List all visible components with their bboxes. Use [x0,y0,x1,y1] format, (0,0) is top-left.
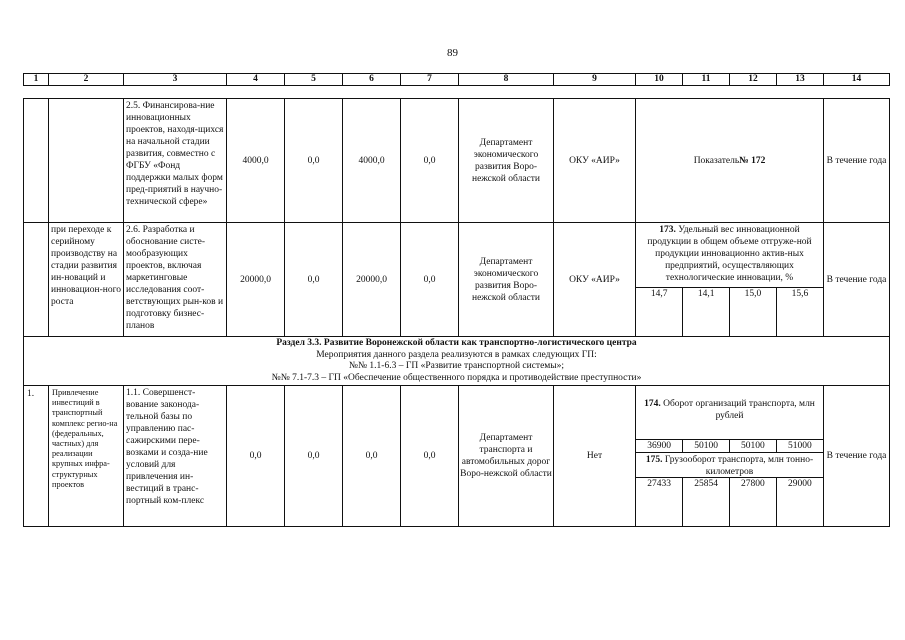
indicator-value: 27433 [636,478,683,527]
indicator-reference [636,99,824,223]
section-line: №№ 7.1-7.3 – ГП «Обеспечение общественного порядка и противодействие преступности» [271,372,642,383]
organization-cell: Нет [554,386,636,527]
amount-other: 0,0 [401,386,459,527]
indicator-title [636,386,823,439]
indicator-value: 27800 [730,478,777,527]
organization-cell: ОКУ «АИР» [554,99,636,223]
amount-total: 20000,0 [227,223,285,337]
indicator-value: 14,1 [683,288,730,337]
indicator-text: Удельный вес инновационной продукции в общем объеме отгруже-ной продукции инновационно актив-ных предприятий, осуществляющих технологические инновации, % [647,225,812,283]
table-row [24,386,890,527]
period-cell: В течение года [824,99,890,223]
section-cell [24,337,890,386]
period-cell: В течение года [824,386,890,527]
column-header: 11 [683,74,730,86]
column-header: 6 [343,74,401,86]
amount-other: 0,0 [401,99,459,223]
indicator-cell [636,386,824,527]
indicator-value: 14,7 [636,288,683,337]
amount-other: 0,0 [401,223,459,337]
section-line: №№ 1.1-6.3 – ГП «Развитие транспортной системы»; [348,361,565,371]
amount-federal: 0,0 [285,99,343,223]
task-cell: 2.5. Финансирова-ние инновационных проектов, находя-щихся на начальной стадии развития, совместно с ФГБУ «Фонд поддержки малых форм пред-приятий в научно-технической сфере» [124,99,227,223]
indicator-number: 175. [645,455,663,465]
section-row [24,337,890,386]
amount-regional: 0,0 [343,386,401,527]
task-cell: 1.1. Совершенст-вование законода-тельной базы по управлению пас-сажирскими пере-возками и созда-ние условий для привлечения ин-вестиций в транс-портный ком-плекс [124,386,227,527]
indicator-value: 36900 [636,440,683,453]
amount-federal: 0,0 [285,223,343,337]
indicator-number: 174. [644,399,661,409]
row-number-cell [24,99,49,223]
amount-federal: 0,0 [285,386,343,527]
column-header-table [23,73,890,86]
department-cell: Департамент экономического развития Воро-нежской области [459,223,554,337]
column-header: 13 [777,74,824,86]
stage-cell: Привлечение инвестиций в транспортный комплекс регио-на (федеральных, частных) для реализации крупных инфра-структурных проектов [49,386,124,527]
stage-cell [49,99,124,223]
column-header: 10 [636,74,683,86]
indicator-values [636,287,823,336]
indicator-title [636,223,823,287]
amount-regional: 4000,0 [343,99,401,223]
indicator-title [636,452,823,477]
column-header: 5 [285,74,343,86]
period-cell: В течение года [824,223,890,337]
column-header: 7 [401,74,459,86]
column-header: 2 [49,74,124,86]
row-number-cell [24,223,49,337]
page-number: 89 [447,47,458,59]
indicator-value: 51000 [776,440,823,453]
indicator-value: 50100 [730,440,777,453]
column-header: 14 [824,74,890,86]
indicator-cell [636,223,824,337]
column-header: 12 [730,74,777,86]
indicator-value: 15,0 [730,288,777,337]
column-header: 4 [227,74,285,86]
indicator-number: 173. [659,225,676,235]
task-cell: 2.6. Разработка и обоснование систе-мообразующих проектов, включая маркетинговые исследования соот-ветствующих рын-ков и подготовку бизнес-планов [124,223,227,337]
row-number-cell: 1. [24,386,49,527]
column-header: 1 [24,74,49,86]
table-row [24,223,890,337]
column-header: 9 [554,74,636,86]
indicator-text: Оборот организаций транспорта, млн рублей [660,399,815,421]
section-line: Мероприятия данного раздела реализуются в рамках следующих ГП: [316,349,597,360]
stage-cell: при переходе к серийному производству на стадии развития ин-новаций и инновацион-ного роста [49,223,124,337]
amount-total: 4000,0 [227,99,285,223]
indicator-value: 50100 [683,440,730,453]
department-cell: Департамент транспорта и автомобильных дорог Воро-нежской области [459,386,554,527]
indicator-text: Грузооборот транспорта, млн тонно-километров [662,455,814,477]
table-row [24,99,890,223]
indicator-number: № 172 [739,155,766,166]
indicator-prefix: Показатель [693,155,740,166]
organization-cell: ОКУ «АИР» [554,223,636,337]
indicator-value: 15,6 [776,288,823,337]
indicator-value: 29000 [776,478,823,527]
column-header: 3 [124,74,227,86]
department-cell: Департамент экономического развития Воро-нежской области [459,99,554,223]
amount-regional: 20000,0 [343,223,401,337]
indicator-values [636,477,823,526]
section-title: Раздел 3.3. Развитие Воронежской области как транспортно-логистического центра [276,338,637,348]
indicator-values [636,439,823,452]
measures-table [23,98,890,527]
amount-total: 0,0 [227,386,285,527]
column-header: 8 [459,74,554,86]
indicator-value: 25854 [683,478,730,527]
